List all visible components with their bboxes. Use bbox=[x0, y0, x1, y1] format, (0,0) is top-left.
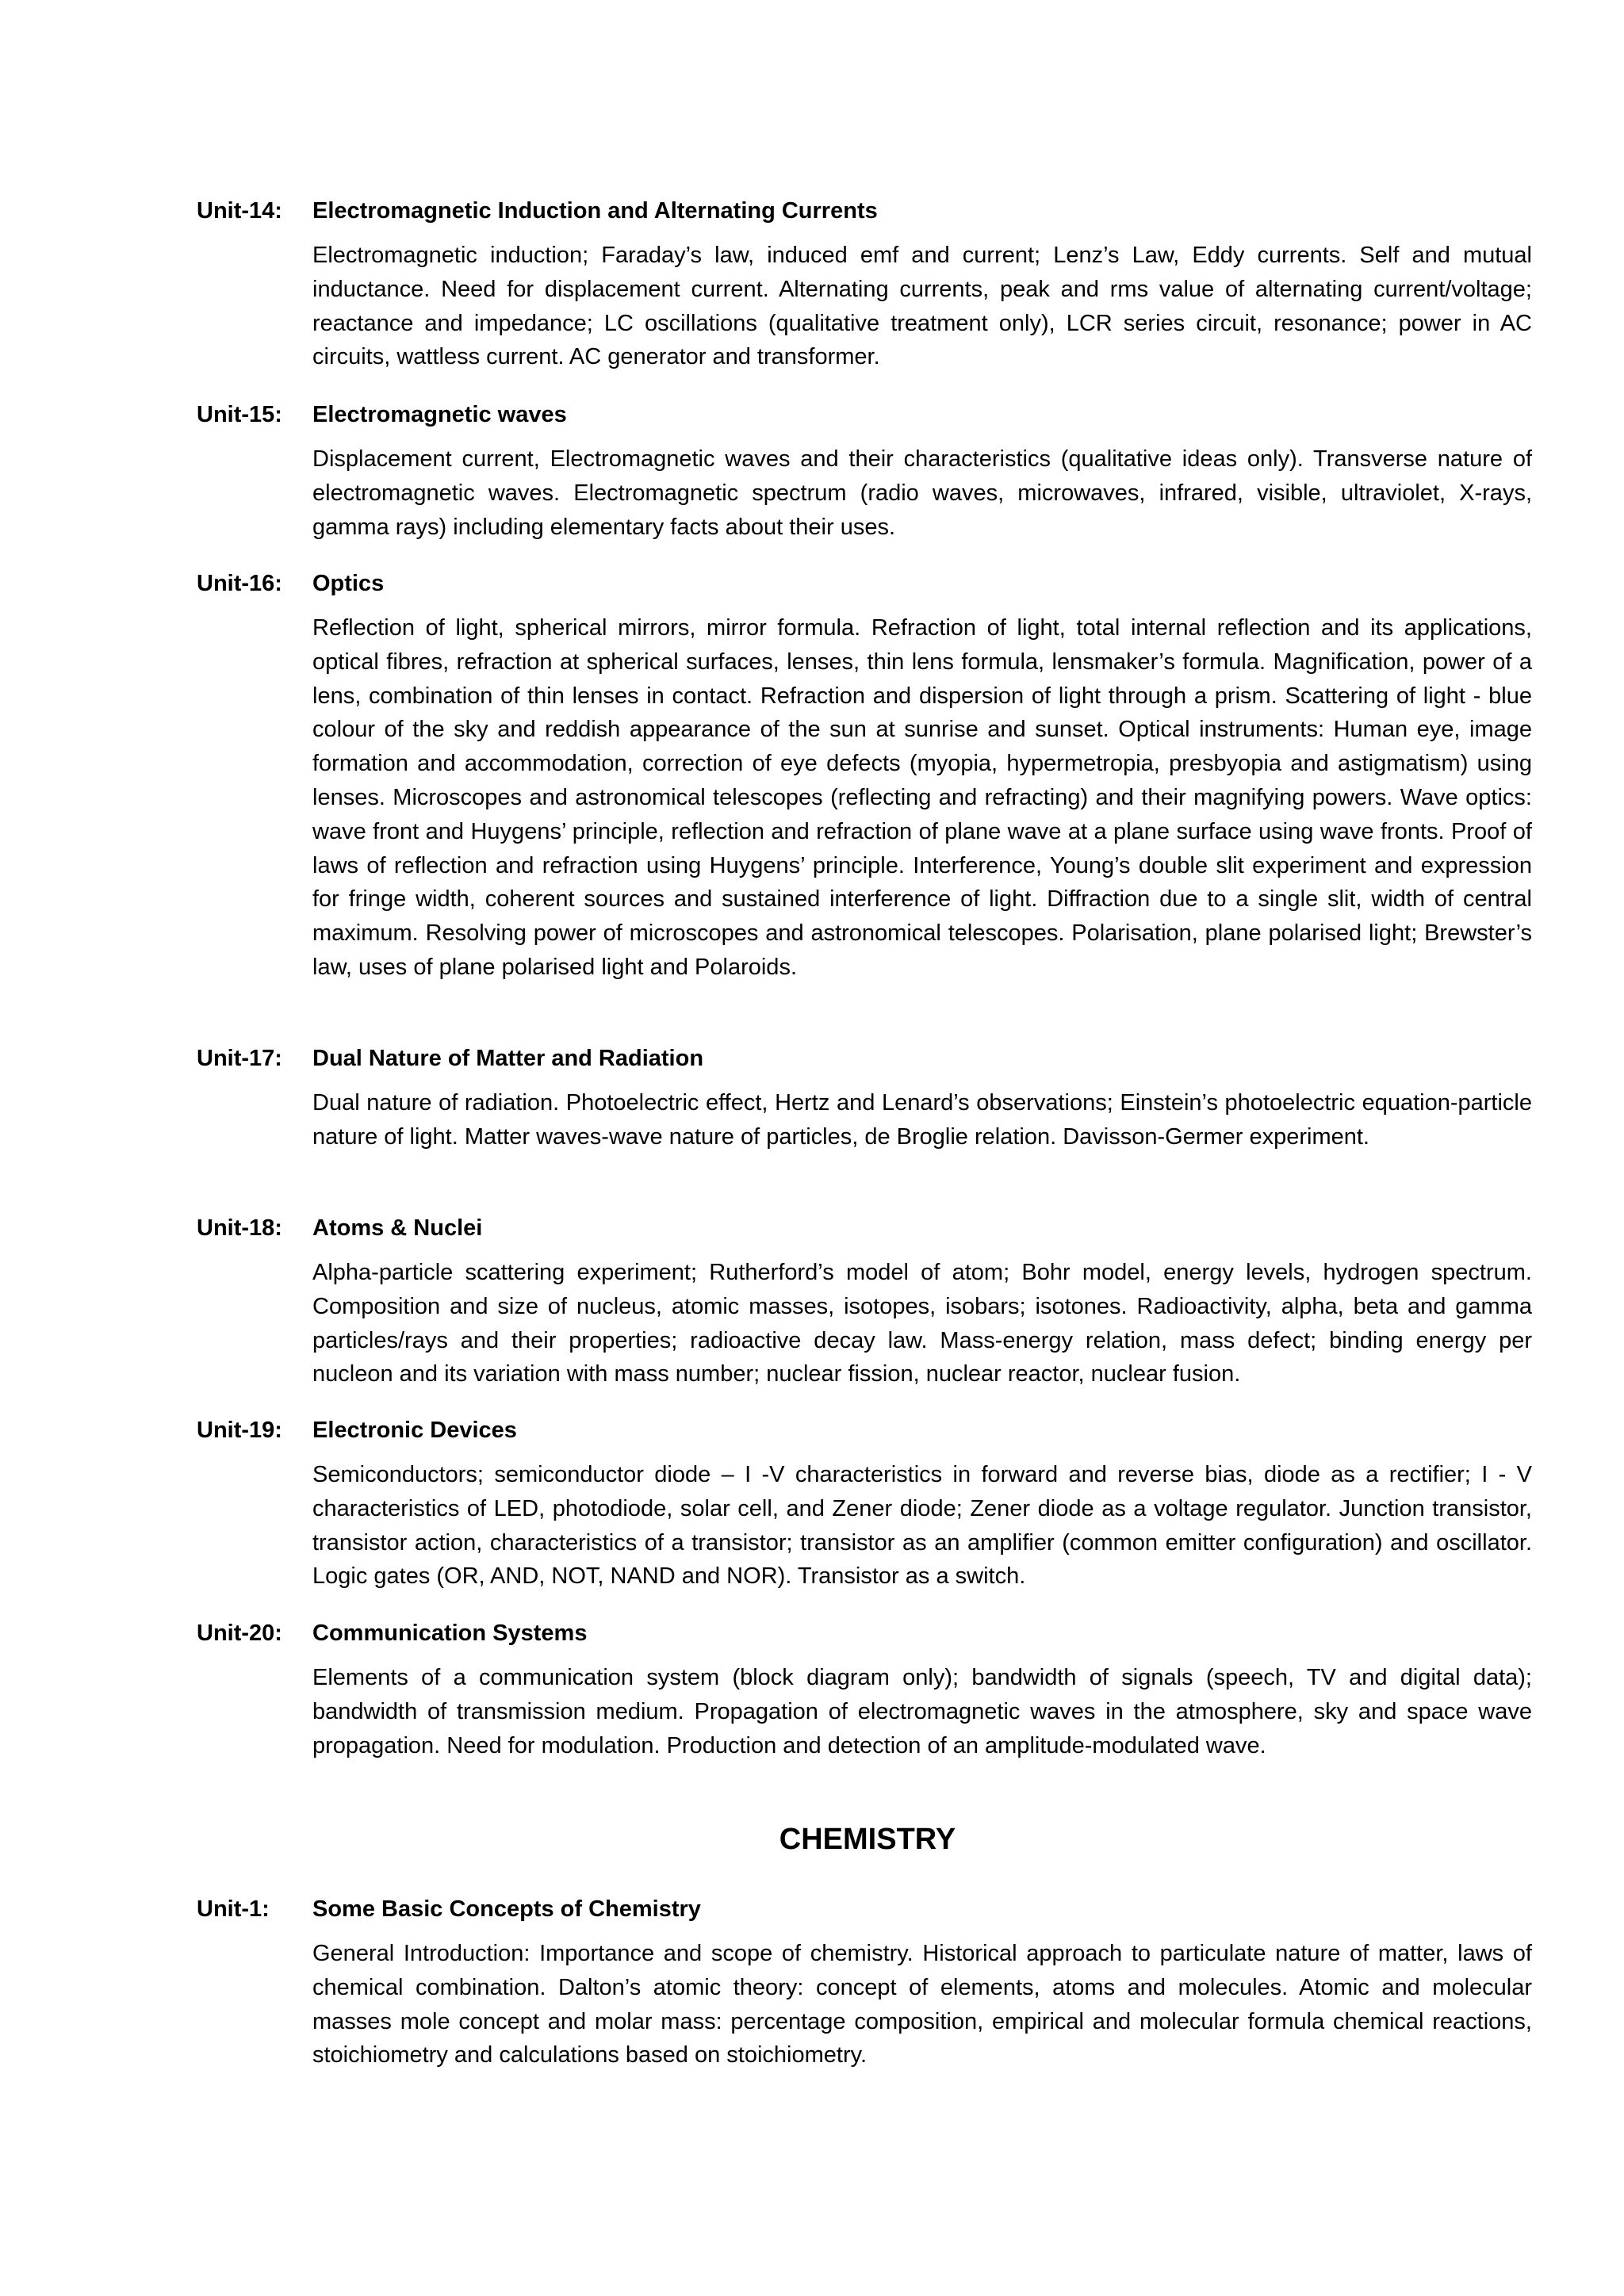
unit-label: Unit-1: bbox=[197, 1896, 270, 1922]
unit-title: Electromagnetic waves bbox=[312, 402, 567, 427]
unit-label: Unit-14: bbox=[197, 198, 282, 224]
unit-description: Semiconductors; semiconductor diode – I -V characteristics in forward and reverse bias, diode as a rectifier; I - V characteristics of LED, photodiode, solar cell, and Zener diode; Zener diode as a voltage regulator. Junction transistor, transistor action, characteristics of a transistor; transistor as an amplifier (common emitter configuration) and oscillator. Logic gates (OR, AND, NOT, NAND and NOR). Transistor as a switch. bbox=[312, 1462, 1532, 1590]
unit-description: Dual nature of radiation. Photoelectric effect, Hertz and Lenard’s observations; Einstein’s photoelectric equation-particle nature of light. Matter waves-wave nature of particles, de Broglie relation. Davisson-Germer experiment. bbox=[312, 1090, 1532, 1150]
unit-description: Alpha-particle scattering experiment; Rutherford’s model of atom; Bohr model, energy levels, hydrogen spectrum. Composition and size of nucleus, atomic masses, isotopes, isobars; isotones. Radioactivity, alpha, beta and gamma particles/rays and their properties; radioactive decay law. Mass-energy relation, mass defect; binding energy per nucleon and its variation with mass number; nuclear fission, nuclear reactor, nuclear fusion. bbox=[312, 1260, 1532, 1387]
unit-label: Unit-17: bbox=[197, 1046, 282, 1071]
unit-label: Unit-18: bbox=[197, 1215, 282, 1241]
unit-description: Reflection of light, spherical mirrors, mirror formula. Refraction of light, total internal reflection and its applications, optical fibres, refraction at spherical surfaces, lenses, thin lens formula, lensmaker’s formula. Magnification, power of a lens, combination of thin lenses in contact. Refraction and dispersion of light through a prism. Scattering of light - blue colour of the sky and reddish appearance of the sun at sunrise and sunset. Optical instruments: Human eye, image formation and accommodation, correction of eye defects (myopia, hypermetropia, presbyopia and astigmatism) using lenses. Microscopes and astronomical telescopes (reflecting and refracting) and their magnifying powers. Wave optics: wave front and Huygens’ principle, reflection and refraction of plane wave at a plane surface using wave fronts. Proof of laws of reflection and refraction using Huygens’ principle. Interference, Young’s double slit experiment and expression for fringe width, coherent sources and sustained interference of light. Diffraction due to a single slit, width of central maximum. Resolving power of microscopes and astronomical telescopes. Polarisation, plane polarised light; Brewster’s law, uses of plane polarised light and Polaroids. bbox=[312, 615, 1532, 980]
unit-title: Optics bbox=[312, 571, 385, 596]
unit-label: Unit-16: bbox=[197, 571, 282, 596]
unit-description: Displacement current, Electromagnetic waves and their characteristics (qualitative ideas only). Transverse nature of electromagnetic waves. Electromagnetic spectrum (radio waves, microwaves, infrared, visible, ultraviolet, X-rays, gamma rays) including elementary facts about their uses. bbox=[312, 446, 1532, 540]
unit-title: Dual Nature of Matter and Radiation bbox=[312, 1046, 704, 1071]
unit-title: Electromagnetic Induction and Alternating Currents bbox=[312, 198, 878, 224]
unit-title: Atoms & Nuclei bbox=[312, 1215, 483, 1241]
section-heading-chemistry: CHEMISTRY bbox=[779, 1823, 956, 1856]
unit-description: General Introduction: Importance and scope of chemistry. Historical approach to particulate nature of matter, laws of chemical combination. Dalton’s atomic theory: concept of elements, atoms and molecules. Atomic and molecular masses mole concept and molar mass: percentage composition, empirical and molecular formula chemical reactions, stoichiometry and calculations based on stoichiometry. bbox=[312, 1941, 1532, 2068]
unit-title: Some Basic Concepts of Chemistry bbox=[312, 1896, 701, 1922]
unit-label: Unit-19: bbox=[197, 1418, 282, 1443]
unit-description: Electromagnetic induction; Faraday’s law, induced emf and current; Lenz’s Law, Eddy currents. Self and mutual inductance. Need for displacement current. Alternating currents, peak and rms value of alternating current/voltage; reactance and impedance; LC oscillations (qualitative treatment only), LCR series circuit, resonance; power in AC circuits, wattless current. AC generator and transformer. bbox=[312, 243, 1532, 370]
unit-title: Electronic Devices bbox=[312, 1418, 517, 1443]
unit-label: Unit-15: bbox=[197, 402, 282, 427]
unit-title: Communication Systems bbox=[312, 1621, 588, 1646]
unit-description: Elements of a communication system (block diagram only); bandwidth of signals (speech, TV and digital data); bandwidth of transmission medium. Propagation of electromagnetic waves in the atmosphere, sky and space wave propagation. Need for modulation. Production and detection of an amplitude-modulated wave. bbox=[312, 1665, 1532, 1758]
unit-label: Unit-20: bbox=[197, 1621, 282, 1646]
